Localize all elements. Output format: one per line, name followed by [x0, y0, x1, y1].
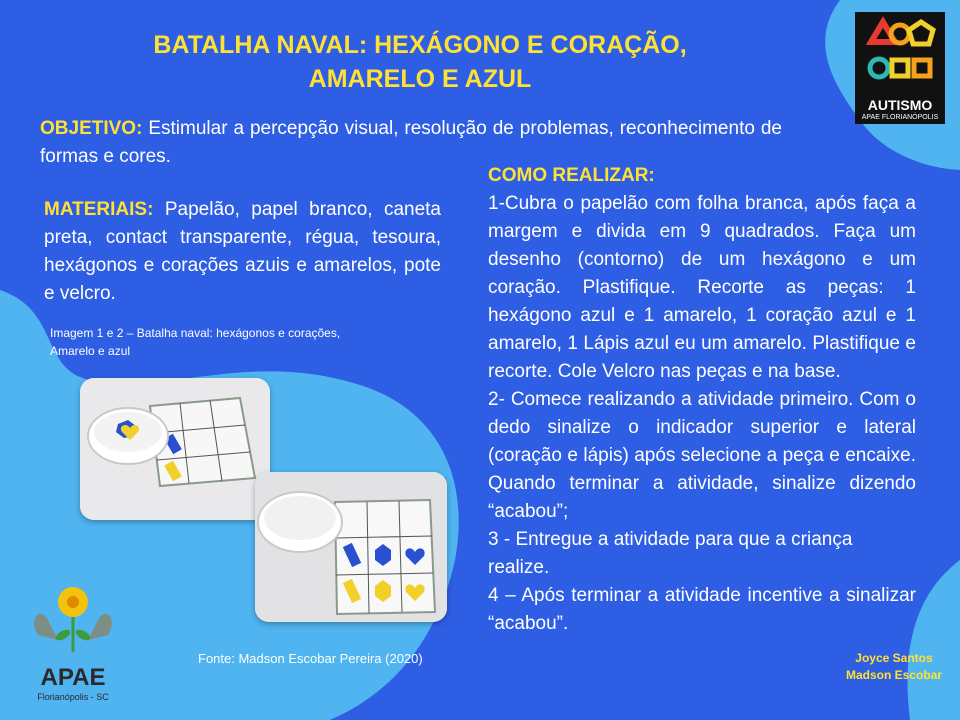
materials-paragraph [44, 196, 441, 308]
activity-photo-1 [80, 378, 270, 520]
apae-flower-icon [18, 580, 128, 660]
title-line-1: BATALHA NAVAL: HEXÁGONO E CORAÇÃO, [153, 31, 687, 59]
autismo-shapes-icon [855, 12, 945, 92]
image-source: Fonte: Madson Escobar Pereira (2020) [198, 651, 423, 666]
how-to-step-2: 2- Comece realizando a atividade primeiro. Com o dedo sinalize o indicador superior e lateral (coração e lápis) após selecione a peça e encaixe. Quando terminar a atividade, sinalize dizendo “acabou”; [488, 389, 916, 522]
how-to-step-4: 4 – Após terminar a atividade incentive a sinalizar “acabou”. [488, 585, 916, 634]
how-to-label: COMO REALIZAR: [488, 165, 655, 186]
autismo-logo-name: AUTISMO [867, 97, 933, 113]
activity-photo-2-illustration [255, 472, 447, 622]
authors-credit [846, 650, 942, 684]
activity-photo-1-illustration [80, 378, 270, 520]
image-caption-line-2: Amarelo e azul [50, 344, 131, 358]
title-line-2: AMARELO E AZUL [308, 65, 532, 93]
objective-label: OBJETIVO: [40, 118, 143, 139]
apae-logo-name: APAE [40, 664, 106, 691]
apae-logo [18, 580, 128, 710]
activity-photo-2 [255, 472, 447, 622]
author-1: Joyce Santos [855, 651, 933, 665]
image-caption-line-1: Imagem 1 e 2 – Batalha naval: hexágonos e corações, [50, 326, 341, 340]
autismo-logo [855, 12, 945, 124]
how-to-step-1: 1-Cubra o papelão com folha branca, após faça a margem e divida em 9 quadrados. Faça um desenho (contorno) de um hexágono e um coração. Plastifique. Recorte as peças: 1 hexágono azul e 1 amarelo, 1 coração azul e 1 amarelo, 1 Lápis azul eu um amarelo. Plastifique e recorte. Cole Velcro nas peças e na base. [488, 193, 916, 382]
image-caption [50, 324, 340, 360]
how-to-section [488, 162, 916, 638]
page-title [120, 28, 720, 96]
author-2: Madson Escobar [845, 668, 942, 682]
how-to-step-3: 3 - Entregue a atividade para que a criança realize. [488, 529, 853, 578]
objective-text: Estimular a percepção visual, resolução de problemas, reconhecimento de formas e cores. [40, 118, 782, 167]
materials-text: Papelão, papel branco, caneta preta, contact transparente, régua, tesoura, hexágonos e corações azuis e amarelos, pote e velcro. [44, 199, 441, 304]
apae-logo-sub: Florianópolis - SC [37, 692, 109, 702]
autismo-logo-sub: APAE FLORIANÓPOLIS [861, 114, 939, 121]
materials-label: MATERIAIS: [44, 199, 154, 220]
